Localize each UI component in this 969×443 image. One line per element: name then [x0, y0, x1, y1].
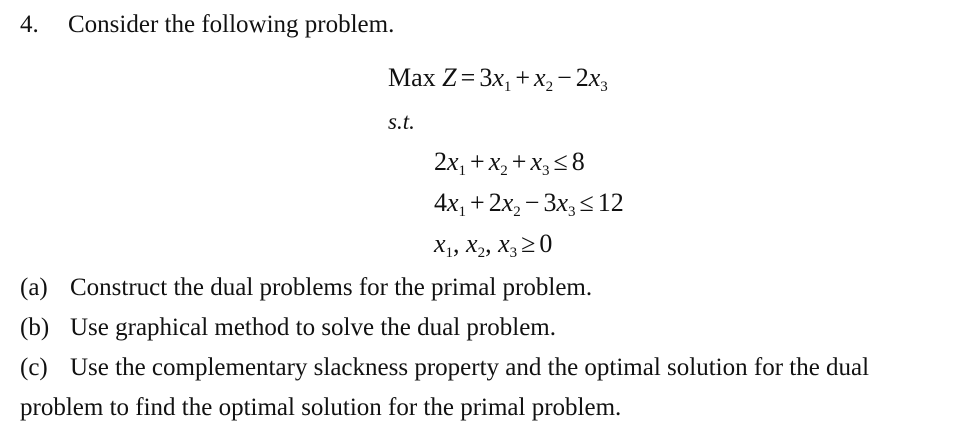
rhs: 0 [539, 229, 553, 258]
relation: ≤ [553, 147, 568, 176]
part-letter: (b) [20, 314, 50, 341]
part-a [20, 273, 592, 303]
objective-terms: $3x_1 + x_2 - 2x_3$ [479, 63, 608, 95]
part-text: Construct the dual problems for the primal problem. [70, 274, 593, 301]
part-b [20, 313, 556, 343]
rhs: 8 [571, 147, 585, 176]
question-intro: Consider the following problem. [68, 11, 395, 38]
part-text: Use graphical method to solve the dual problem. [70, 314, 556, 341]
subject-to-label: s.t. [388, 109, 415, 134]
relation: ≤ [579, 188, 594, 217]
constraint-2: $4x_1 + 2x_2 - 3x_3 \le 12$ [434, 188, 624, 220]
question-header [20, 10, 394, 40]
term: $3x_1$ [479, 63, 512, 95]
part-letter: (a) [20, 274, 48, 301]
question-number: 4. [20, 11, 39, 38]
objective-function: Max $Z = 3x_1 + x_2 - 2x_3$ [388, 63, 608, 95]
part-text: Use the complementary slackness property and the optimal solution for the dual [70, 354, 870, 381]
objective-lhs: Z [442, 63, 457, 92]
term: $2x_3$ [575, 63, 608, 95]
nonnegativity-constraint: $x_1$, $x_2$, $x_3 \ge 0$ [434, 229, 553, 261]
part-letter: (c) [20, 354, 48, 381]
objective-keyword: Max [388, 63, 436, 92]
part-c-continuation: problem to find the optimal solution for the primal problem. [20, 394, 622, 421]
rhs: 12 [597, 188, 624, 217]
term: $x_2$ [534, 63, 554, 95]
relation: ≥ [521, 229, 536, 258]
constraint-1: $2x_1 + x_2 + x_3 \le 8$ [434, 147, 585, 179]
part-c [20, 353, 869, 383]
